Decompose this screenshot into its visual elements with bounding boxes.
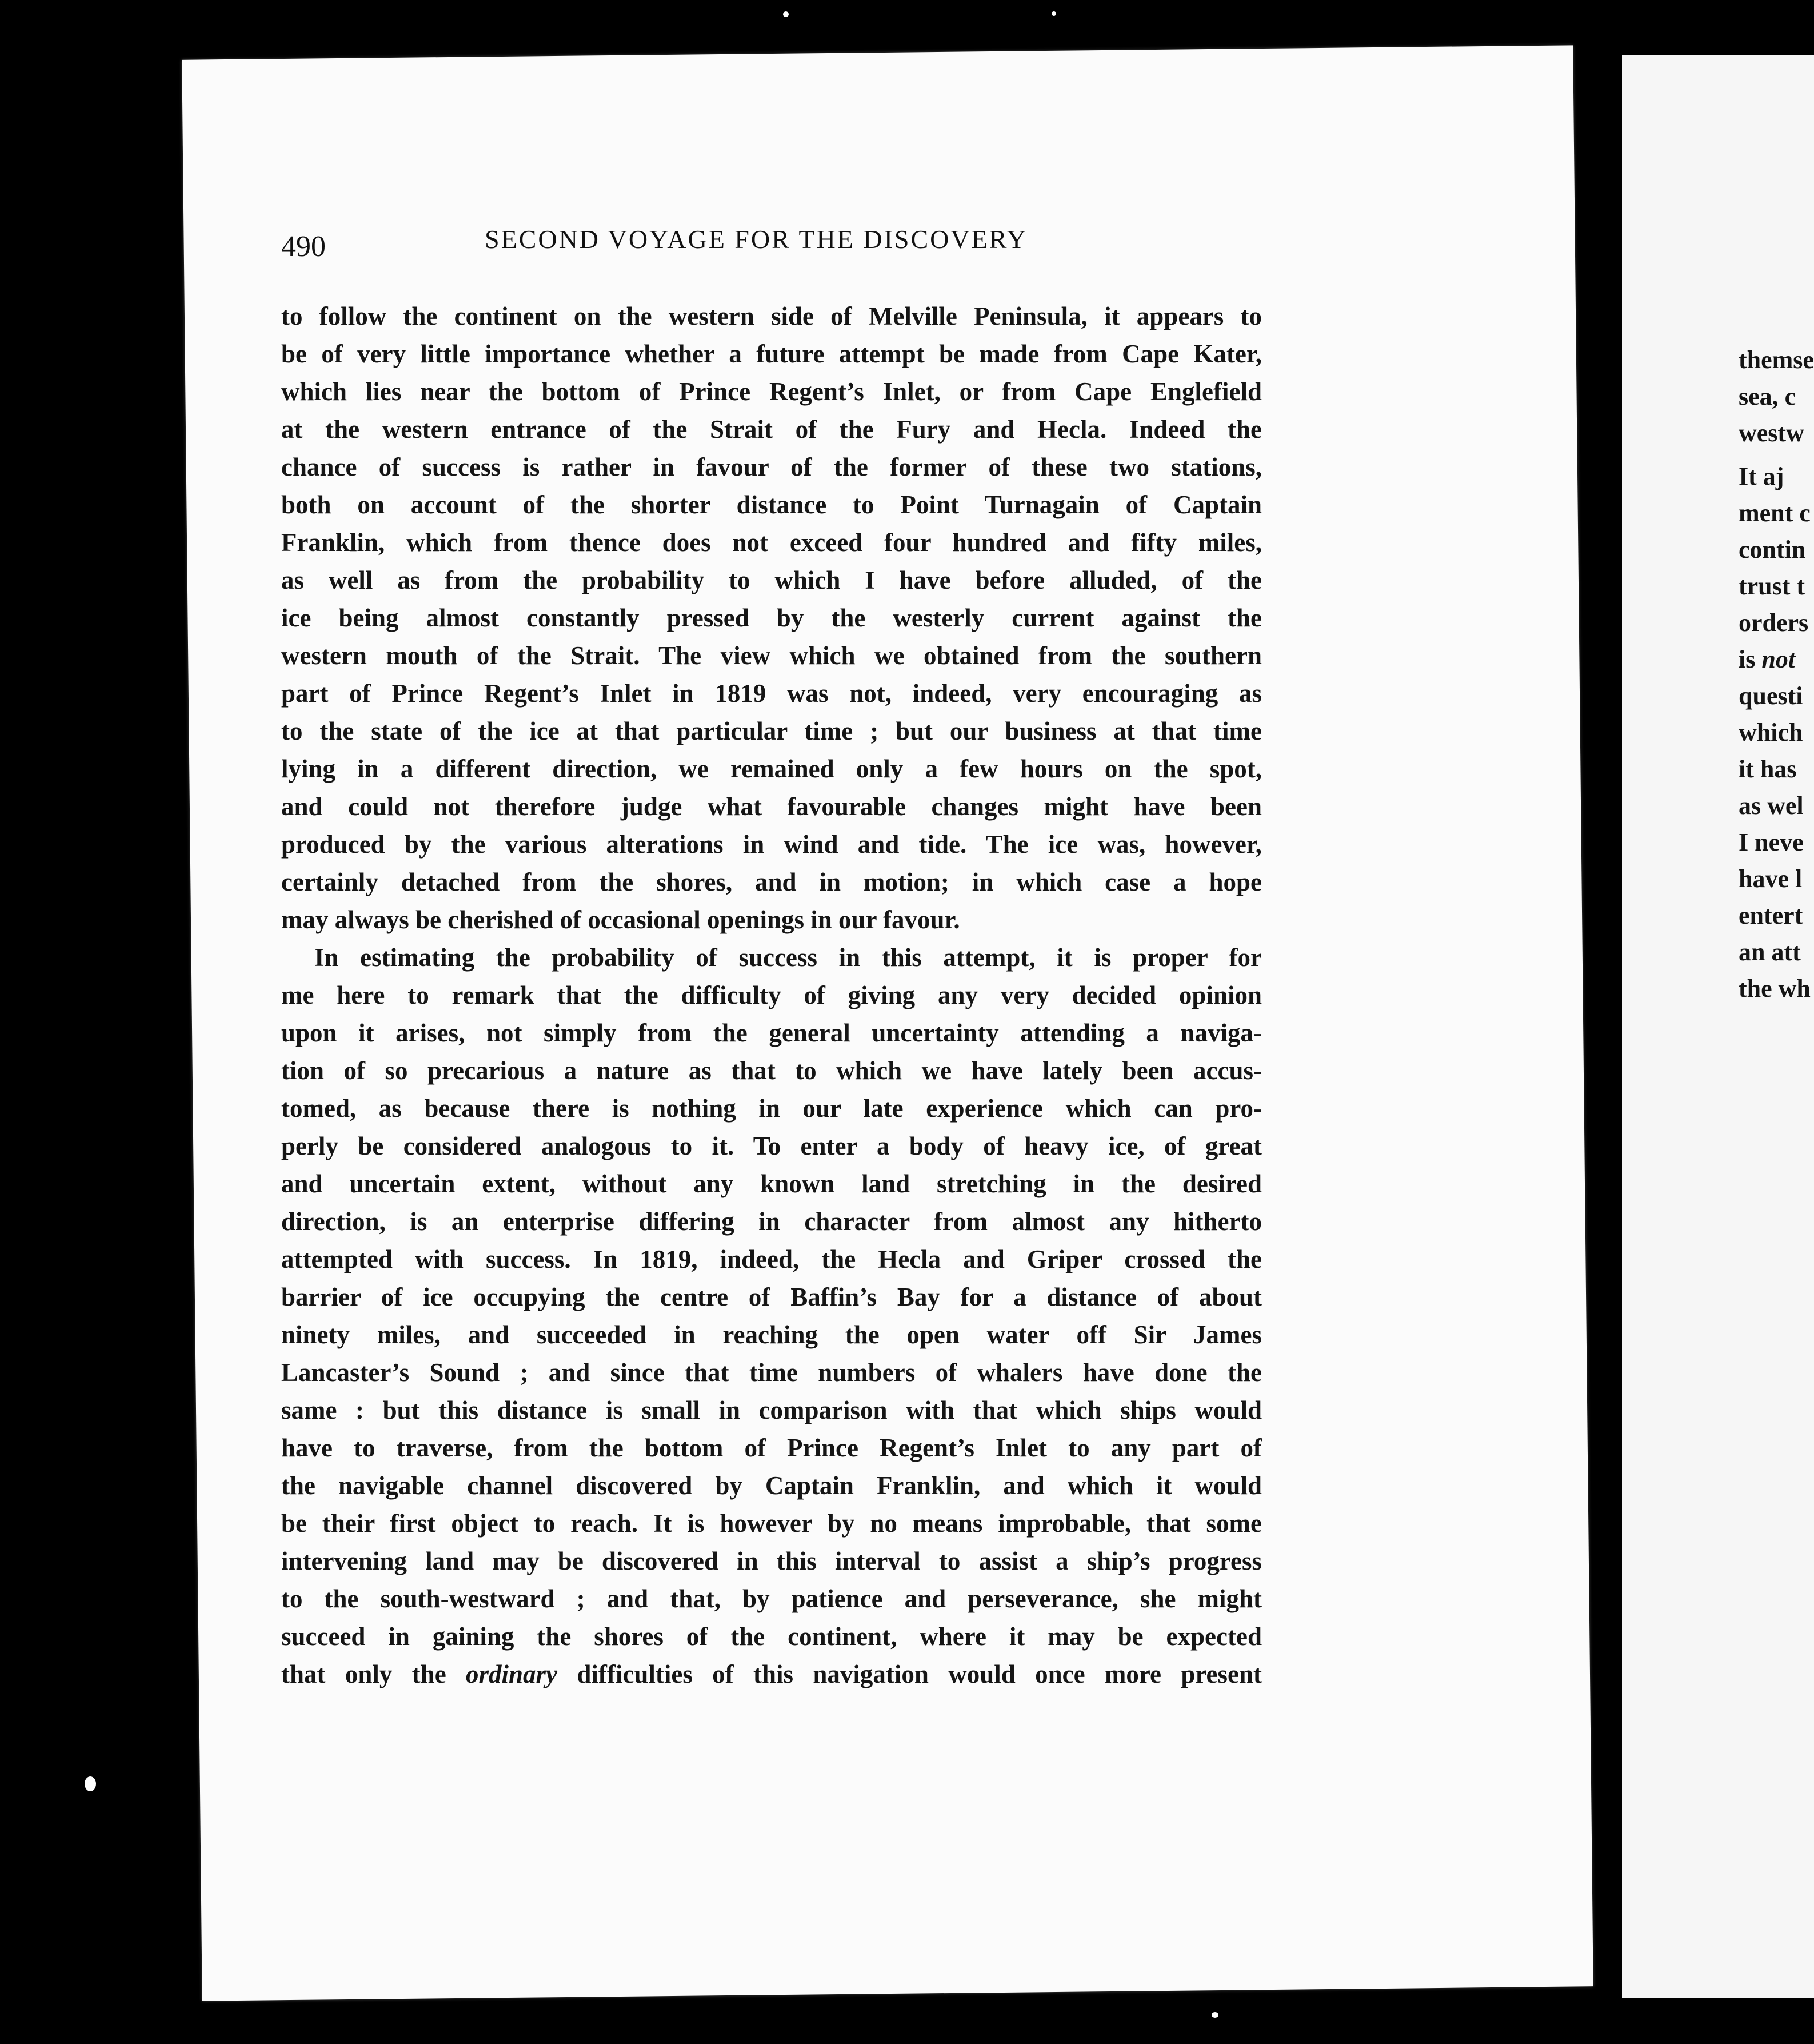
facing-line: ment c <box>1739 499 1811 527</box>
text-line: both on account of the shorter distance to Point Turnagain of Captain <box>281 490 1262 519</box>
text-line: ice being almost constantly pressed by the westerly current against the <box>281 604 1262 632</box>
text-line: ninety miles, and succeeded in reaching the open water off Sir James <box>281 1320 1262 1349</box>
facing-page-text <box>1739 342 1814 1007</box>
text-line: succeed in gaining the shores of the continent, where it may be expected <box>281 1622 1262 1651</box>
text-segment: difficulties of this navigation would once more present <box>557 1660 1262 1688</box>
text-segment: that only the <box>281 1660 466 1688</box>
paragraph <box>281 297 1262 939</box>
facing-line <box>1739 641 1814 678</box>
text-line: tomed, as because there is nothing in our late experience which can pro- <box>281 1094 1262 1123</box>
text-line: part of Prince Regent’s Inlet in 1819 was not, indeed, very encouraging as <box>281 679 1262 708</box>
text-line: direction, is an enterprise differing in character from almost any hitherto <box>281 1207 1262 1236</box>
text-segment: is <box>1739 645 1762 673</box>
scan-speck <box>1212 2012 1218 2018</box>
facing-line: which <box>1739 718 1803 746</box>
text-line: at the western entrance of the Strait of the Fury and Hecla. Indeed the <box>281 415 1262 444</box>
text-line: and could not therefore judge what favourable changes might have been <box>281 792 1262 821</box>
text-line-final <box>281 1655 1262 1693</box>
text-line: Lancaster’s Sound ; and since that time numbers of whalers have done the <box>281 1358 1262 1387</box>
page-number: 490 <box>281 230 326 263</box>
italic-word: not <box>1761 645 1796 673</box>
text-line: tion of so precarious a nature as that to which we have lately been accus- <box>281 1056 1262 1085</box>
text-line: as well as from the probability to which I have before alluded, of the <box>281 566 1262 594</box>
running-title: SECOND VOYAGE FOR THE DISCOVERY <box>485 225 1028 254</box>
facing-line: sea, c <box>1739 382 1796 410</box>
text-line: intervening land may be discovered in this interval to assist a ship’s progress <box>281 1547 1262 1575</box>
body-text <box>281 297 1262 1693</box>
text-line: to the state of the ice at that particular time ; but our business at that time <box>281 717 1262 745</box>
text-line: which lies near the bottom of Prince Regent’s Inlet, or from Cape Englefield <box>281 377 1262 406</box>
facing-line: contin <box>1739 536 1806 564</box>
facing-line: an att <box>1739 938 1801 966</box>
text-line: may always be cherished of occasional openings in our favour. <box>281 905 960 934</box>
facing-line: themse <box>1739 346 1814 374</box>
scan-speck <box>1052 11 1056 16</box>
text-line: attempted with success. In 1819, indeed, the Hecla and Griper crossed the <box>281 1245 1262 1273</box>
facing-line: as wel <box>1739 792 1804 820</box>
text-line: lying in a different direction, we remained only a few hours on the spot, <box>281 754 1262 783</box>
text-line: In estimating the probability of success in this attempt, it is proper for <box>314 943 1262 972</box>
facing-line: westw <box>1739 419 1804 447</box>
text-line: have to traverse, from the bottom of Prince Regent’s Inlet to any part of <box>281 1434 1262 1462</box>
facing-line: it has <box>1739 755 1797 783</box>
facing-line: questi <box>1739 682 1803 710</box>
text-line: chance of success is rather in favour of the former of these two stations, <box>281 453 1262 481</box>
text-line: be of very little importance whether a future attempt be made from Cape Kater, <box>281 340 1262 368</box>
text-line: western mouth of the Strait. The view which we obtained from the southern <box>281 641 1262 670</box>
running-head <box>281 224 1367 270</box>
text-line: to the south-westward ; and that, by patience and perseverance, she might <box>281 1584 1262 1613</box>
text-line: be their first object to reach. It is however by no means improbable, that some <box>281 1509 1262 1538</box>
facing-line: entert <box>1739 901 1803 929</box>
text-line: the navigable channel discovered by Captain Franklin, and which it would <box>281 1471 1262 1500</box>
facing-line: the wh <box>1739 975 1811 1003</box>
text-line: me here to remark that the difficulty of giving any very decided opinion <box>281 981 1262 1009</box>
facing-line: have l <box>1739 865 1803 893</box>
text-line: produced by the various alterations in wind and tide. The ice was, however, <box>281 830 1262 859</box>
text-line: barrier of ice occupying the centre of Baffin’s Bay for a distance of about <box>281 1283 1262 1311</box>
scan-speck <box>783 11 789 17</box>
text-line: Franklin, which from thence does not exceed four hundred and fifty miles, <box>281 528 1262 557</box>
paragraph <box>281 939 1262 1693</box>
text-line: to follow the continent on the western side of Melville Peninsula, it appears to <box>281 302 1262 330</box>
text-line: upon it arises, not simply from the general uncertainty attending a naviga- <box>281 1019 1262 1047</box>
facing-line: It aj <box>1739 462 1784 490</box>
text-line: and uncertain extent, without any known land stretching in the desired <box>281 1169 1262 1198</box>
facing-line: orders <box>1739 609 1809 637</box>
text-line: perly be considered analogous to it. To enter a body of heavy ice, of great <box>281 1132 1262 1160</box>
text-line: certainly detached from the shores, and in motion; in which case a hope <box>281 868 1262 896</box>
facing-line: trust t <box>1739 572 1805 600</box>
text-line: same : but this distance is small in comparison with that which ships would <box>281 1396 1262 1424</box>
scan-speck <box>85 1776 96 1791</box>
facing-line: I neve <box>1739 828 1804 856</box>
italic-word: ordinary <box>466 1660 558 1688</box>
